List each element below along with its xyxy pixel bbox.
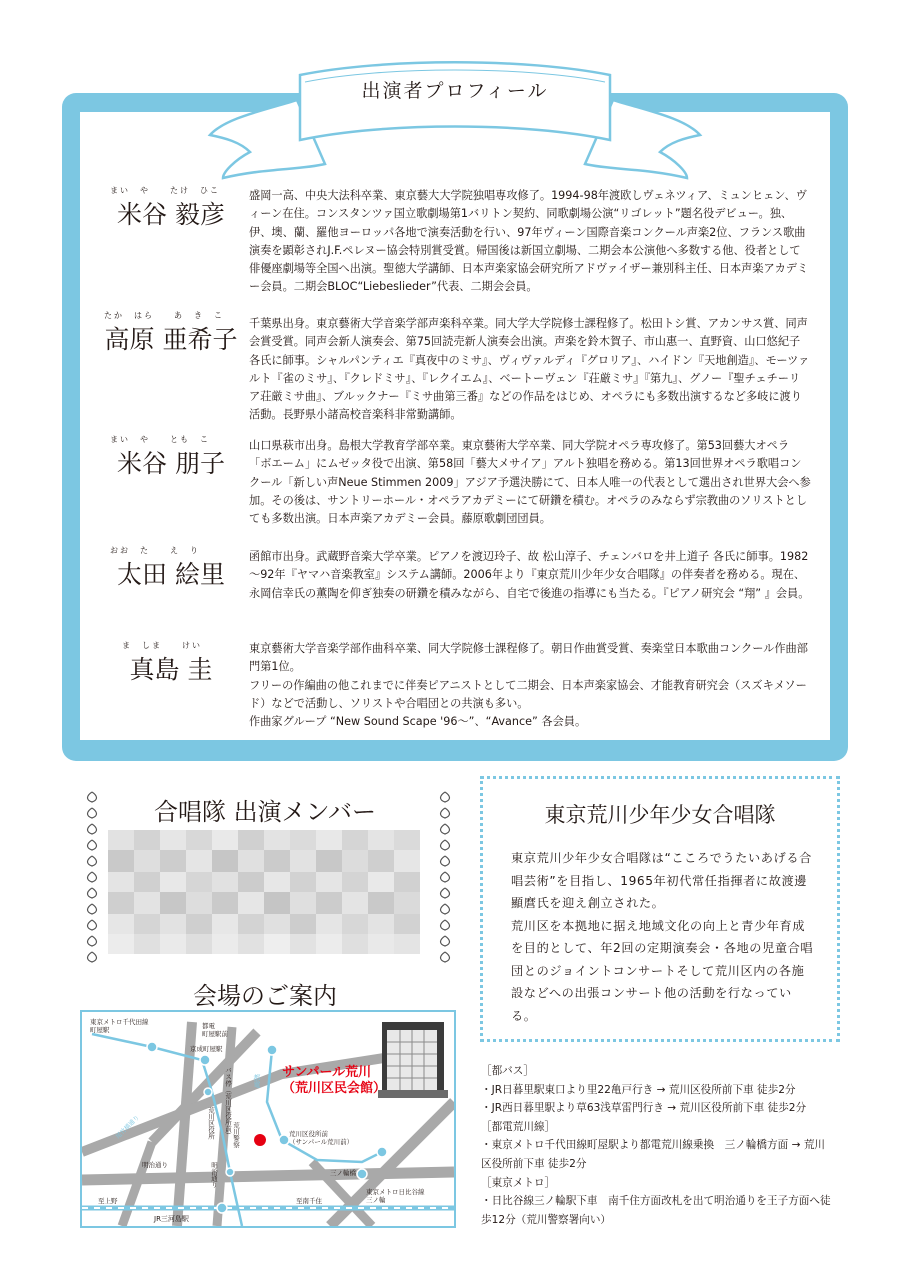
performer-takahara-akiko: [96, 310, 816, 430]
performer-name: 米谷 朋子: [117, 449, 225, 478]
venue-title: 会場のご案内: [193, 982, 337, 1010]
access-line: ・JR西日暮里駅より草63浅草雷門行き → 荒川区役所前下車 徒歩2分: [481, 1102, 807, 1115]
right-ornament-border: [437, 790, 453, 968]
label-jr-mikawashima: JR三河島駅: [154, 1215, 189, 1223]
choir-paragraph: 東京荒川少年少女合唱隊は“こころでうたいあげる合唱芸術”を目指し、1965年初代常任指揮者に故渡邊顯麿氏を迎え創立された。: [511, 851, 812, 910]
label-hall: サンパール荒川 （荒川区民会館）: [282, 1065, 387, 1096]
profile-title: 出演者プロフィール: [361, 80, 549, 102]
access-line: ・東京メトロ千代田線町屋駅より都電荒川線乗換 三ノ輪橋方面 → 荒川: [481, 1139, 826, 1152]
label-metro-machiya: 東京メトロ千代田線 町屋駅: [90, 1018, 149, 1034]
performer-reading: まい や とも こ: [110, 435, 210, 444]
label-meiji-dori-2: 明治通り: [210, 1162, 218, 1188]
label-meiji-dori: 明治通り: [142, 1161, 168, 1169]
performer-bio: 千葉県出身。東京藝術大学音楽学部声楽科卒業。同大学大学院修士課程修了。松田トシ賞、アカンサス賞、同声会賞受賞。同声会新人演奏会、第75回読売新人演奏会出演。声楽を鈴木賀子、市山惠一、直野資、山口悠紀子各氏に師事。シャルパンティエ『真夜中のミサ』、ヴィヴァルディ『グロリア』、ハイドン『天地創造』、モーツァルト『雀のミサ』、『クレドミサ』、『レクイエム』、ベートーヴェン『荘厳ミサ』『第九』、グノー『聖チェチーリア荘厳ミサ曲』、ブルックナー『ミサ曲第三番』などの作品をはじめ、オペラにも多数出演するなど多岐に渡り活動。長野県小諸高校音楽科非常勤講師。: [249, 317, 810, 422]
performer-reading: おお た え り: [110, 546, 200, 555]
label-toward-ueno: 至上野: [98, 1197, 118, 1205]
label-toden-machiya: 都電 町屋駅前: [202, 1022, 228, 1038]
choir-description: [511, 847, 816, 1027]
performer-bio: 山口県萩市出身。島根大学教育学部卒業。東京藝術大学卒業、同大学院オペラ専攻修了。第53回藝大オペラ「ボエーム」にムゼッタ役で出演、第58回「藝大メサイア」アルト独唱を務める。第13回世界オペラ歌唱コンクール「新しい声Neue Stimmen 2009」アジア予選決勝にて、日本人唯一の代表として選出され世界大会へ参加。その後は、サントリーホール・オペラアカデミーにて研鑽を積む。オペラのみならず宗教曲のソリストとしても多数出演。日本声楽アカデミー会員。藤原歌劇団団員。: [249, 439, 811, 526]
label-keisei-machiya: 京成町屋駅: [190, 1045, 223, 1053]
label-toden: 都電: [253, 1074, 261, 1088]
access-info: [481, 1062, 851, 1229]
label-toward-minamisenju: 至南千住: [296, 1197, 322, 1205]
access-line: 区役所前下車 徒歩2分: [481, 1157, 587, 1170]
label-metro-minowa: 東京メトロ日比谷線 三ノ輪: [366, 1188, 425, 1204]
members-list-pixelated: [108, 830, 420, 954]
performer-yoneya-tomoko: [96, 434, 816, 534]
performer-reading: まい や たけ ひこ: [110, 186, 220, 195]
venue-map[interactable]: [80, 1010, 456, 1228]
label-kuyakusho-station: 荒川区役所前 （サンパール荒川前）: [289, 1130, 354, 1146]
left-ornament-border: [84, 790, 100, 968]
performer-name: 高原 亜希子: [104, 325, 238, 354]
performer-majima-kei: [96, 640, 816, 740]
access-line: ・日比谷線三ノ輪駅下車 南千住方面改札を出て明治通りを王子方面へ徒: [481, 1195, 831, 1208]
choir-paragraph: 荒川区を本拠地に据え地域文化の向上と青少年育成を目的として、年2回の定期演奏会・各地の児童合唱団とのジョイントコンサートそして荒川区内の各施設などへの出張コンサート他の活動を行なっている。: [511, 918, 814, 1023]
access-line: 歩12分（荒川警察署向い）: [481, 1213, 612, 1226]
performer-ota-eri: [96, 545, 816, 625]
members-title: 合唱隊 出演メンバー: [154, 798, 376, 826]
label-minowabashi: 三ノ輪橋: [330, 1169, 356, 1177]
label-arakawa-keisatsu: 荒川警察: [232, 1122, 240, 1148]
performer-reading: ま しま けい: [122, 641, 202, 650]
access-line: ［都電荒川線］: [481, 1120, 556, 1133]
performer-name: 真島 圭: [129, 655, 213, 684]
performer-yoneya-takehiko: [96, 185, 816, 305]
choir-info-box: [480, 776, 840, 1042]
performer-bio: 東京藝術大学音楽学部作曲科卒業、同大学院修士課程修了。朝日作曲賞受賞、奏楽堂日本歌曲コンクール作曲部門第1位。 フリーの作編曲の他これまでに伴奏ピアニストとして二期会、日本声楽家協会、才能教育研究会（スズキメソード）などで活動し、ソリストや合唱団との共演も多い。 作曲家グループ “New Sound Scape '96～”、“Avance” 各会員。: [249, 642, 808, 729]
performer-name: 太田 絵里: [117, 560, 225, 589]
performer-name: 米谷 毅彦: [117, 200, 225, 229]
performer-bio: 盛岡一高、中央大法科卒業、東京藝大大学院独唱専攻修了。1994-98年渡欧しヴェネツィア、ミュンヒェン、ヴィーン在住。コンスタンツァ国立歌劇場第1バリトン契約、同歌劇場公演“リゴレット”題名役デビュー。独、伊、墺、蘭、羅他ヨーロッパ各地で演奏活動を行い、97年ヴィーン国際音楽コンクール声楽2位、フランス歌曲演奏を顕彰されJ.F.ペレヌー協会特別賞受賞。帰国後は新国立劇場、二期会本公演他へ多数する他、役者として俳優座劇場等全国へ出演。聖徳大学講師、日本声楽家協会研究所アドヴァイザー兼別科主任、日本声楽アカデミー会員。二期会BLOC“Liebeslieder”代表、二期会会員。: [249, 189, 809, 294]
access-line: ［東京メトロ］: [481, 1176, 556, 1189]
label-arakawa-kuyakusho: 荒川区役所: [207, 1107, 215, 1140]
access-line: ［都バス］: [481, 1065, 534, 1077]
performer-reading: たか はら あ き こ: [104, 311, 224, 320]
choir-title: 東京荒川少年少女合唱隊: [544, 803, 776, 827]
label-oshidai-dori: 尾竹橋通り: [114, 1114, 141, 1141]
performer-bio: 函館市出身。武蔵野音楽大学卒業。ピアノを渡辺玲子、故 松山淳子、チェンバロを井上道子 各氏に師事。1982～92年『ヤマハ音楽教室』システム講師。2006年より『東京荒川少年少女合唱隊』の伴奏者を務める。現在、永岡信幸氏の薫陶を仰ぎ独奏の研鑽を積みながら、自宅で後進の指導にも当たる。『ピアノ研究会 “翔” 』会員。: [249, 550, 810, 600]
label-bus-stop: バス停（荒川区役所前）: [224, 1067, 232, 1139]
access-line: ・JR日暮里駅東口より里22亀戸行き → 荒川区役所前下車 徒歩2分: [481, 1083, 796, 1096]
